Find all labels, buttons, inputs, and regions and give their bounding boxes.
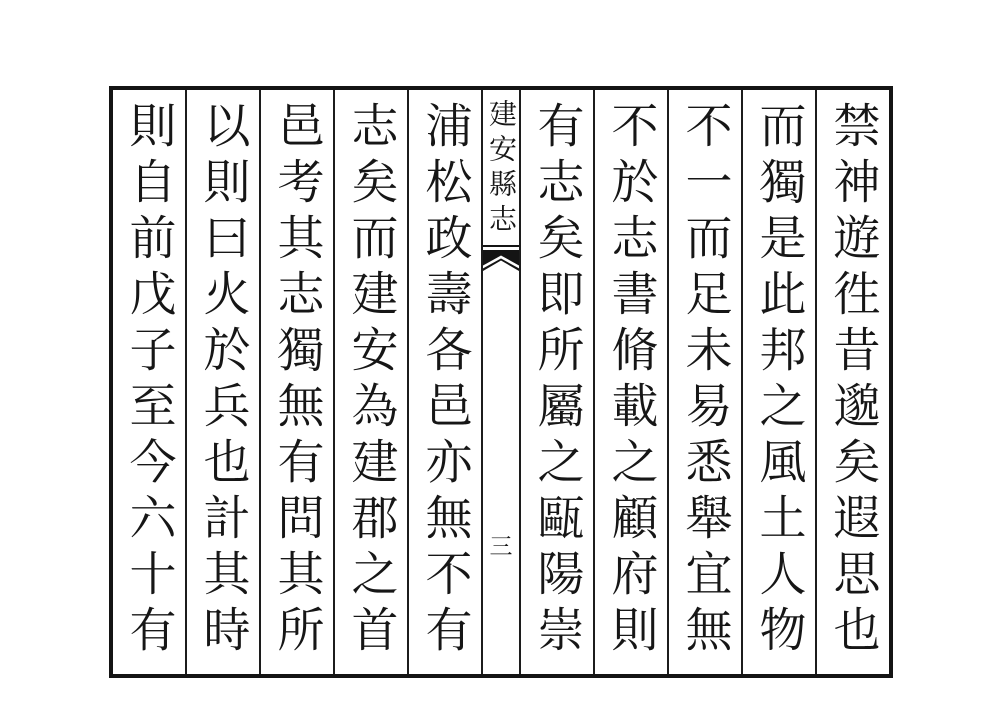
column-text: 浦松政壽各邑亦無不有 xyxy=(417,101,473,661)
column-text: 不於志書脩載之顧府則 xyxy=(603,101,659,661)
column-text: 以則曰火於兵也計其時 xyxy=(195,101,251,661)
column-text: 有志矣即所屬之甌陽崇 xyxy=(529,101,585,661)
column-text: 禁神遊徃昔邈矣遐思也 xyxy=(825,101,881,661)
text-column-10 xyxy=(113,90,185,674)
text-column-7 xyxy=(333,90,407,674)
column-text: 而獨是此邦之風土人物 xyxy=(751,101,807,661)
text-column-6 xyxy=(407,90,481,674)
text-column-1 xyxy=(815,90,889,674)
book-title: 建安縣志 xyxy=(485,99,518,239)
column-text: 則自前戊子至今六十有 xyxy=(121,101,177,661)
text-column-5 xyxy=(519,90,593,674)
text-column-8 xyxy=(259,90,333,674)
page-frame xyxy=(109,86,893,678)
folio-number: 三 xyxy=(489,534,513,560)
text-column-2 xyxy=(741,90,815,674)
text-column-3 xyxy=(667,90,741,674)
fishtail-icon xyxy=(483,245,519,275)
column-text: 志矣而建安為建郡之首 xyxy=(343,101,399,661)
text-column-9 xyxy=(185,90,259,674)
column-text: 邑考其志獨無有問其所 xyxy=(269,101,325,661)
text-column-4 xyxy=(593,90,667,674)
column-text: 不一而足未易悉舉宜無 xyxy=(677,101,733,661)
center-column xyxy=(481,90,519,674)
